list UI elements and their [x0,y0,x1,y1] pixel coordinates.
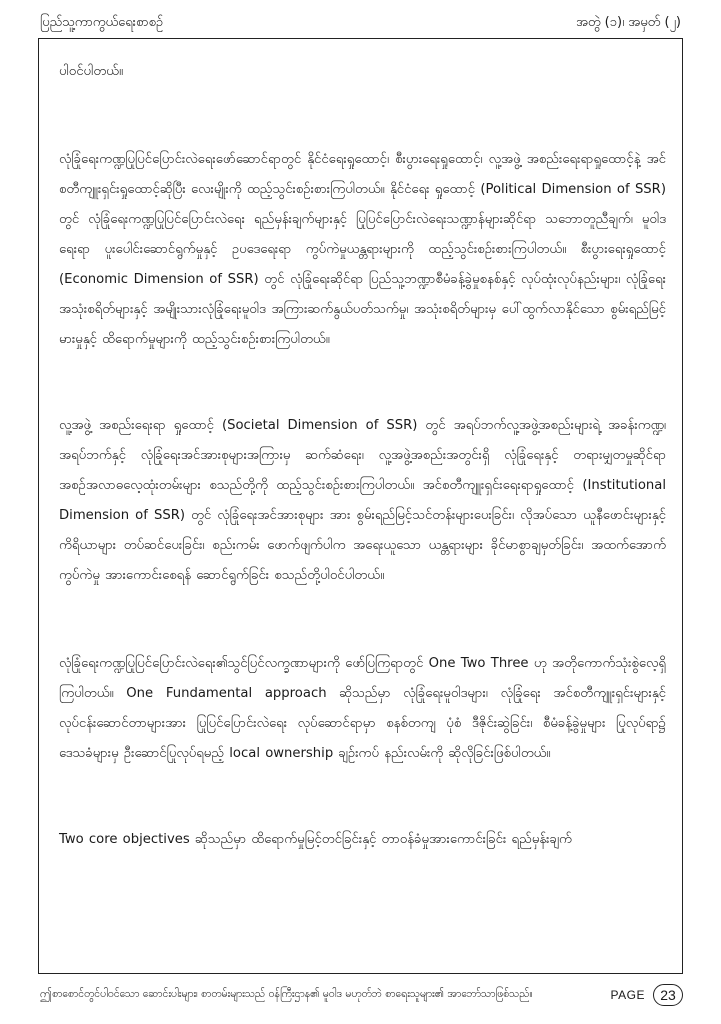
page-footer [40,982,683,1008]
paragraph-continuation: ပါဝင်ပါတယ်။ [59,64,123,79]
running-header [40,12,681,34]
page-number: 23 [653,984,683,1006]
paragraph-dimensions: လုံခြုံရေးကဏ္ဍပြုပြင်ပြောင်းလဲရေးဖော်ဆောင်ရာတွင် နိုင်ငံရေးရှုထောင့်၊ စီးပွားရေးရှုထောင့်၊ လူ့အဖွဲ့ အစည်းရေးရာရှုထောင့်နဲ့ အင်စတီကျူးရှင်းရှုထောင့်ဆိုပြီး လေးမျိုးကို ထည့်သွင်းစဉ်းစားကြပါတယ်။ နိုင်ငံရေး ရှုထောင့် (Political Dimension of SSR) တွင် လုံခြုံရေးကဏ္ဍပြုပြင်ပြောင်းလဲရေး ရည်မှန်းချက်များနှင့် ပြုပြင်ပြောင်းလဲရေးသဏ္ဍာန်များဆိုင်ရာ သဘောတူညီချက်၊ မူဝါဒရေးရာ ပူးပေါင်းဆောင်ရွက်မှုနှင့် ဥပဒေရေးရာ ကွပ်ကဲမှုယန္တရားများကို ထည့်သွင်းစဉ်းစားကြပါတယ်။ စီးပွားရေးရှုထောင့် (Economic Dimension of SSR) တွင် လုံခြုံရေးဆိုင်ရာ ပြည်သူ့ဘဏ္ဍာစီမံခန့်ခွဲမှုစနစ်နှင့် လုပ်ထုံးလုပ်နည်းများ၊ လုံခြုံရေးအသုံးစရိတ်များနှင့် အမျိုးသားလုံခြုံရေးမူဝါဒ အကြားဆက်နွယ်ပတ်သက်မှု၊ အသုံးစရိတ်များမှ ပေါ်ထွက်လာနိုင်သော စွမ်းရည်မြင့်မားမှုနှင့် ထိရောက်မှုများကို ထည့်သွင်းစဉ်းစားကြပါတယ်။ [59,152,666,347]
journal-title: ပြည်သူ့ကာကွယ်ရေးစာစဉ် [40,14,164,30]
page-indicator [611,984,683,1006]
paragraph-two-core-objectives: Two core objectives ဆိုသည်မှာ ထိရောက်မှုမြင့်တင်ခြင်းနှင့် တာဝန်ခံမှုအားကောင်းခြင်း ရည်မှန်းချက် [59,832,572,847]
paragraph-one-two-three: လုံခြုံရေးကဏ္ဍပြုပြင်ပြောင်းလဲရေး၏သွင်ပြင်လက္ခဏာများကို ဖော်ပြကြရာတွင် One Two Three ဟု အတိုကောက်သုံးစွဲလေ့ရှိကြပါတယ်။ One Fundamental approach ဆိုသည်မှာ လုံခြုံရေးမူဝါဒများ၊ လုံခြုံရေး အင်စတီကျူးရှင်းများနှင့် လုပ်ငန်းဆောင်တာများအား ပြုပြင်ပြောင်းလဲရေး လုပ်ဆောင်ရာမှာ စနစ်တကျ ပုံစံ ဒီဇိုင်းဆွဲခြင်း၊ စီမံခန့်ခွဲမှုများ ပြုလုပ်ရာ၌ ဒေသခံများမှ ဦးဆောင်ပြုလုပ်ရမည့် local ownership ချဉ်းကပ် နည်းလမ်းကို ဆိုလိုခြင်းဖြစ်ပါတယ်။ [59,656,666,761]
disclaimer-note: ဤစာစောင်တွင်ပါဝင်သော ဆောင်းပါးများ၊ စာတမ်းများသည် ဝန်ကြီးဌာန၏ မူဝါဒ မဟုတ်ဘဲ စာရေးသူများ၏ အာဘော်သာဖြစ်သည်။ [40,987,533,1000]
content-frame [38,38,683,974]
page-label: PAGE [610,988,645,1002]
paragraph-societal-institutional: လူ့အဖွဲ့ အစည်းရေးရာ ရှုထောင့် (Societal Dimension of SSR) တွင် အရပ်ဘက်လူ့အဖွဲ့အစည်းများရဲ့ အခန်းကဏ္ဍ၊ အရပ်ဘက်နှင့် လုံခြုံရေးအင်အားစုများအကြားမှ ဆက်ဆံရေး၊ လူ့အဖွဲ့အစည်းအတွင်းရှိ လုံခြုံရေးနှင့် တရားမျှတမှုဆိုင်ရာ အစဉ်အလာဓလေ့ထုံးတမ်းများ စသည်တို့ကို ထည့်သွင်းစဉ်းစားကြပါတယ်။ အင်စတီကျူးရှင်းရေးရာရှုထောင့် (Institutional Dimension of SSR) တွင် လုံခြုံရေးအင်အားစုများ အား စွမ်းရည်မြင့်သင်တန်းများပေးခြင်း၊ လိုအပ်သော ယူနီဖောင်းများနှင့် ကိရိယာများ တပ်ဆင်ပေးခြင်း၊ စည်းကမ်း ဖောက်ဖျက်ပါက အရေးယူသော ယန္တရားများ ခိုင်မာစွာချမှတ်ခြင်း၊ အထက်အောက်ကွပ်ကဲမှု အားကောင်းစေရန် ဆောင်ရွက်ခြင်း စသည်တို့ပါဝင်ပါတယ်။ [59,418,666,583]
issue-number: အတွဲ (၁)၊ အမှတ် (၂) [575,14,681,30]
